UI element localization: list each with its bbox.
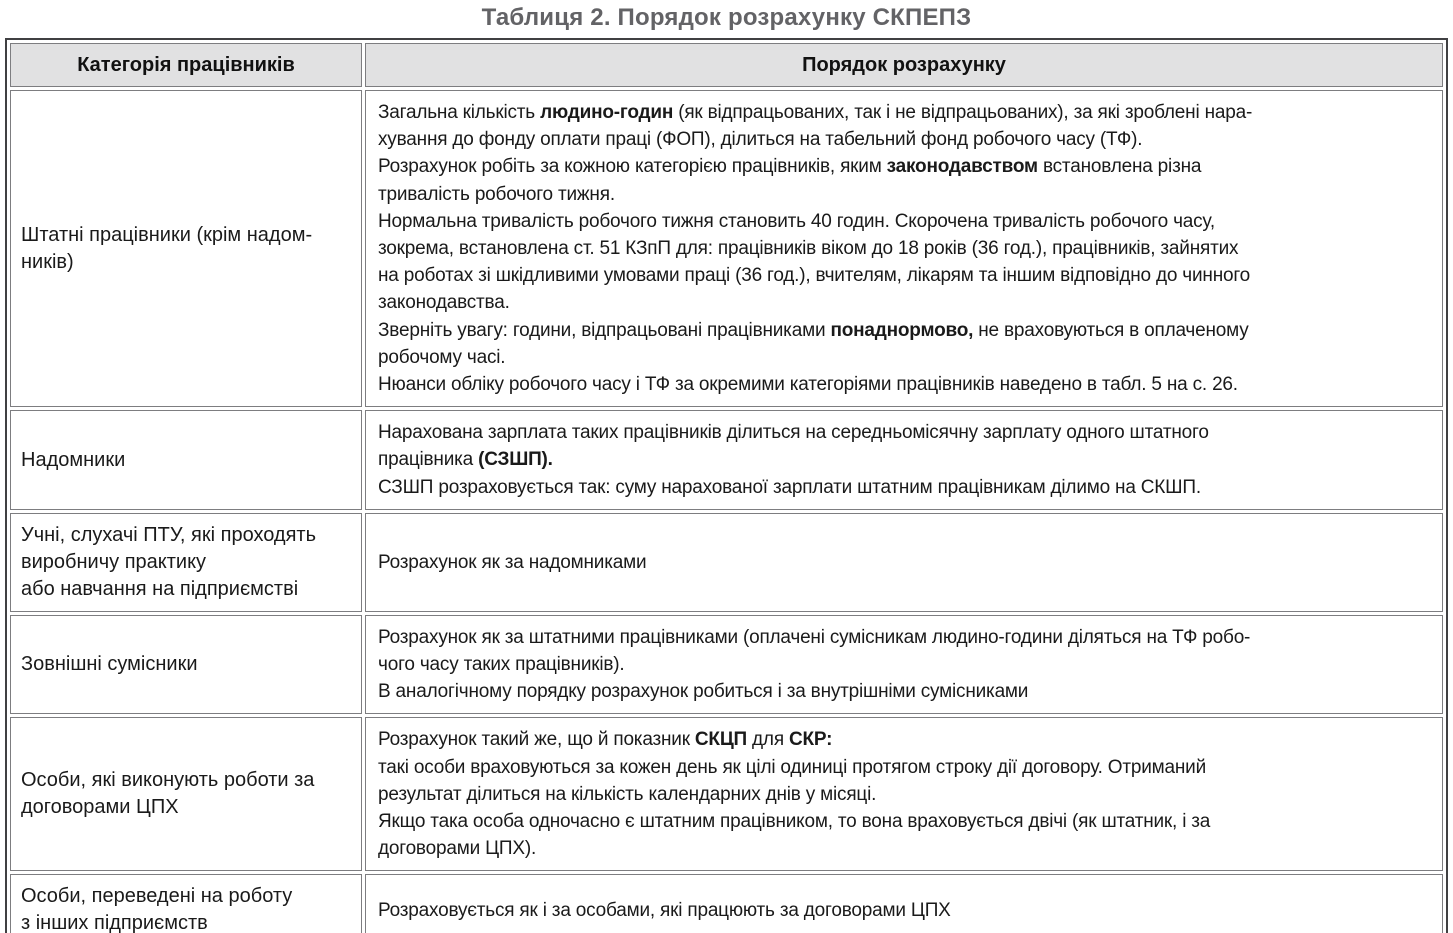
text-line: Нарахована зарплата таких працівників ділиться на середньомісячну зарплату одного штатного [378,422,1209,444]
text-line: Нормальна тривалість робочого тижня становить 40 годин. Скорочена тривалість робочого часу, [378,210,1215,232]
text-line: Якщо така особа одночасно є штатним працівником, то вона враховується двічі (як штатник, і за [378,811,1211,833]
text-line: тривалість робочого тижня. [378,183,615,205]
text-line: зокрема, встановлена ст. 51 КЗпП для: працівників віком до 18 років (36 год.), працівників, зайнятих [378,238,1239,260]
category-cell [10,513,362,612]
table-row [10,513,1443,612]
text-line: Розрахунок робіть за кожною категорією працівників, яким законодавством встановлена різна [378,156,1202,178]
text-line: або навчання на підприємстві [21,577,299,600]
procedure-cell [365,410,1443,510]
text-line: Штатні працівники (крім надом- [21,223,313,246]
text-line: Зверніть увагу: години, відпрацьовані працівниками понаднормово, не враховуються в оплаченому [378,319,1249,341]
calculation-table [5,38,1448,933]
header-row [10,43,1443,87]
text-line: договорами ЦПХ [21,796,179,819]
category-cell [10,410,362,510]
text-line: працівника (СЗШП). [378,449,553,471]
category-cell [10,615,362,715]
text-line: Розрахунок як за надомниками [378,551,647,573]
table-row [10,615,1443,715]
text-line: Розрахунок такий же, що й показник СКЦП для СКР: [378,729,833,751]
table-body [10,90,1443,933]
category-cell [10,717,362,871]
procedure-cell [365,874,1443,933]
text-line: договорами ЦПХ). [378,838,537,860]
category-cell [10,90,362,407]
text-line: Особи, які виконують роботи за [21,769,315,792]
text-line: Особи, переведені на роботу [21,885,293,908]
text-line: В аналогічному порядку розрахунок робиться і за внутрішніми сумісниками [378,681,1029,703]
procedure-cell [365,513,1443,612]
text-line: Розрахунок як за штатними працівниками (оплачені сумісникам людино-години діляться на ТФ робо- [378,626,1251,648]
procedure-cell [365,90,1443,407]
text-line: Зовнішні сумісники [21,653,198,676]
text-line: результат ділиться на кількість календарних днів у місяці. [378,783,877,805]
text-line: Загальна кількість людино-годин (як відпрацьованих, так і не відпрацьованих), за які зроблені нара- [378,102,1253,123]
text-line: Розраховується як і за особами, які працюють за договорами ЦПХ [378,899,951,921]
text-line: на роботах зі шкідливими умовами праці (36 год.), вчителям, лікарям та іншим відповідно до чинного [378,265,1251,287]
table-row [10,410,1443,510]
table-title: Таблиця 2. Порядок розрахунку СКПЕПЗ [481,4,972,31]
procedure-cell [365,717,1443,871]
text-line: Учні, слухачі ПТУ, які проходять [21,523,316,546]
procedure-cell [365,615,1443,715]
text-line: ників) [21,250,74,273]
table-row [10,717,1443,871]
text-line: виробничу практику [21,550,207,573]
text-line: хування до фонду оплати праці (ФОП), ділиться на табельний фонд робочого часу (ТФ). [378,129,1143,151]
header-procedure: Порядок розрахунку [365,43,1443,87]
text-line: з інших підприємств [21,912,208,933]
text-line: чого часу таких працівників). [378,654,625,676]
table-row [10,874,1443,933]
table-row [10,90,1443,407]
text-line: робочому часі. [378,346,506,368]
header-category: Категорія працівників [10,43,362,87]
text-line: Надомники [21,448,126,471]
text-line: Нюанси обліку робочого часу і ТФ за окремими категоріями працівників наведено в табл. 5 на с. 26. [378,374,1238,396]
text-line: СЗШП розраховується так: суму нарахованої зарплати штатним працівникам ділимо на СКШП. [378,476,1201,498]
text-line: такі особи враховуються за кожен день як цілі одиниці протягом строку дії договору. Отриманий [378,756,1206,778]
text-line: законодавства. [378,292,510,314]
category-cell [10,874,362,933]
